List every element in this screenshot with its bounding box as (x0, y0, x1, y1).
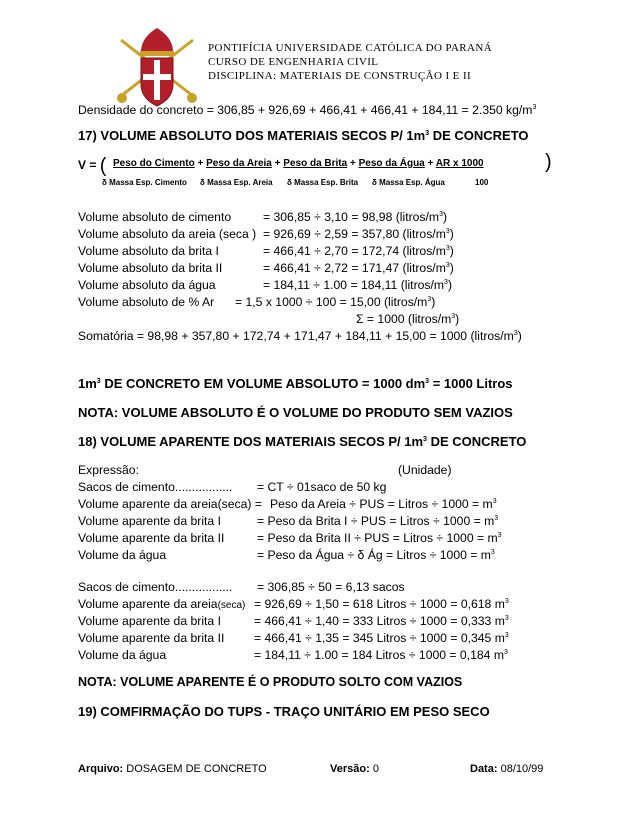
formula-terms: Peso do Cimento + Peso da Areia + Peso da Brita + Peso da Água + AR x 1000 (113, 158, 484, 169)
expr-label: Sacos de cimento................. (78, 480, 233, 494)
calc-value: = 184,11 ÷ 1.00 = 184 Litros ÷ 1000 = 0,184 $m^3$ (254, 648, 508, 662)
expr-label: Volume aparente da brita I (78, 514, 221, 528)
expr-calc: Peso da Areia ÷ PUS = Litros ÷ $1000 = m^3$ (270, 497, 497, 511)
denom-air: 100 (475, 178, 489, 187)
denom-cement: δ Massa Esp. Cimento (102, 178, 187, 187)
density-line: Densidade do concreto = 306,85 + 926,69 + 466,41 + 466,41 + 184,11 = 2.350 $kg/m^3$ (78, 103, 537, 117)
term-sand: Peso da Areia (206, 158, 272, 169)
absolute-volume-statement: $1m^3$ DE CONCRETO EM VOLUME ABSOLUTO = 1000 $dm^3 = 1000$ Litros (78, 376, 513, 391)
footer-date: Data: 08/10/99 (470, 763, 544, 775)
expression-label: Expressão: (78, 463, 139, 477)
denom-water: δ Massa Esp. Água (372, 178, 445, 187)
university-crest-logo (117, 26, 197, 108)
row-calc: = 1,5 x 1000 ÷ 100 = 15,00 $(litros/m^3)$ (235, 295, 436, 309)
term-gravel: Peso da Brita (283, 158, 348, 169)
note-absolute-volume: NOTA: VOLUME ABSOLUTO É O VOLUME DO PRODUTO SEM VAZIOS (78, 405, 513, 420)
calc-label: Volume aparente da areia(seca) (78, 597, 246, 611)
calc-value: = 466,41 ÷ 1,35 = 345 Litros ÷ 1000 = 0,345 $m^3$ (254, 631, 509, 645)
note-apparent-volume: NOTA: VOLUME APARENTE É O PRODUTO SOLTO COM VAZIOS (78, 675, 463, 689)
row-calc: = 184,11 ÷ 1.00 = 184,11 $(litros/m^3)$ (263, 278, 453, 292)
expr-label: Volume aparente da brita II (78, 531, 225, 545)
expr-calc: = CT ÷ 01saco de 50 kg (257, 480, 387, 494)
term-air: AR x 1000 (435, 158, 484, 169)
term-cement: Peso do Cimento (113, 158, 195, 169)
row-label: Volume absoluto de % Ar (78, 295, 215, 309)
calc-label: Volume aparente da brita I (78, 614, 221, 628)
calc-value: = 306,85 ÷ 50 = 6,13 sacos (257, 580, 405, 594)
calc-value: = 926,69 ÷ 1,50 = 618 Litros ÷ 1000 = 0,618 $m^3$ (254, 597, 509, 611)
calc-label: Volume aparente da brita II (78, 631, 225, 645)
expr-calc: = Peso da Água ÷ δ Ág = Litros ÷ $1000 = m^3$ (257, 548, 495, 562)
header-institution: PONTIFÍCIA UNIVERSIDADE CATÓLICA DO PARANÁ (208, 42, 493, 54)
footer-version: Versão: 0 (330, 763, 379, 775)
row-label: Volume absoluto da areia (seca ) (78, 227, 257, 241)
denom-gravel: δ Massa Esp. Brita (287, 178, 359, 187)
row-label: Volume absoluto de cimento (78, 210, 232, 224)
row-label: Volume absoluto da brita II (78, 261, 223, 275)
footer-file: Arquivo: DOSAGEM DE CONCRETO (78, 763, 267, 775)
sum-line: Somatória = 98,98 + 357,80 + 172,74 + 171,47 + 184,11 + 15,00 = 1000 $(litros/m^3)$ (78, 329, 522, 343)
header-course: CURSO DE ENGENHARIA CIVIL (208, 56, 379, 68)
calc-label: Volume da água (78, 648, 167, 662)
row-calc: = 466,41 ÷ 2,70 = 172,74 $(litros/m^3)$ (263, 244, 454, 258)
expr-label: Volume aparente da areia(seca) = (78, 497, 262, 511)
formula-close-paren: ) (545, 151, 552, 173)
row-label: Volume absoluto da água (78, 278, 216, 292)
volume-formula: V = ( (78, 155, 107, 177)
expr-calc: = Peso da Brita II ÷ PUS = Litros ÷ $1000 = m^3$ (257, 531, 502, 545)
section-19-title: 19) COMFIRMAÇÃO DO TUPS - TRAÇO UNITÁRIO EM PESO SECO (78, 704, 490, 719)
row-label: Volume absoluto da brita I (78, 244, 219, 258)
calc-label: Sacos de cimento................. (78, 580, 233, 594)
header-discipline: DISCIPLINA: MATERIAIS DE CONSTRUÇÃO I E II (208, 70, 472, 82)
row-calc: = 306,85 ÷ 3,10 = 98,98 $(litros/m^3)$ (263, 210, 448, 224)
term-water: Peso da Água (358, 158, 425, 169)
row-calc: = 466,41 ÷ 2,72 = 171,47 $(litros/m^3)$ (263, 261, 454, 275)
calc-value: = 466,41 ÷ 1,40 = 333 Litros ÷ 1000 = 0,333 $m^3$ (254, 614, 509, 628)
section-18-title: 18) VOLUME APARENTE DOS MATERIAIS SECOS P/ $1m^3$ DE CONCRETO (78, 434, 527, 449)
section-17-title: 17) VOLUME ABSOLUTO DOS MATERIAIS SECOS P/ $1m^3$ DE CONCRETO (78, 128, 529, 143)
sigma-total: Σ = 1000 $(litros/m^3)$ (356, 312, 460, 326)
unit-label: (Unidade) (398, 463, 452, 477)
expr-label: Volume da água (78, 548, 167, 562)
denom-sand: δ Massa Esp. Areia (200, 178, 273, 187)
row-calc: = 926,69 ÷ 2,59 = 357,80 $(litros/m^3)$ (263, 227, 454, 241)
expr-calc: = Peso da Brita I ÷ PUS = Litros ÷ $1000 = m^3$ (257, 514, 499, 528)
